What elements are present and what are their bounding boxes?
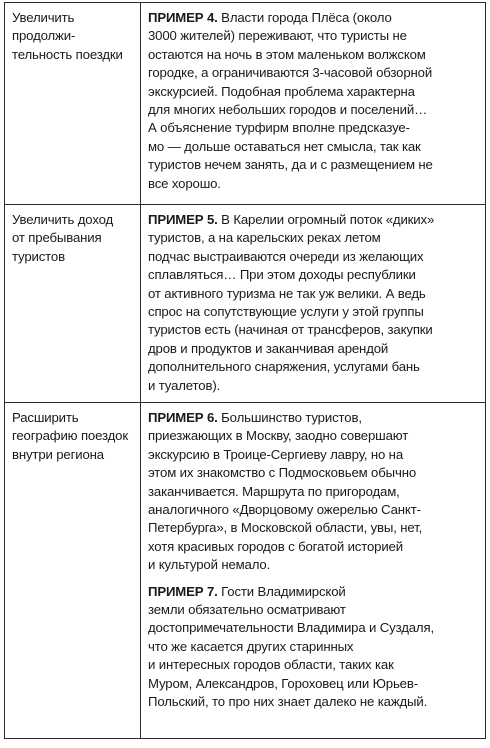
example-text-line: Муром, Александров, Гороховец или Юрьев- bbox=[148, 675, 418, 691]
example-first-line bbox=[148, 9, 479, 27]
goal-text-line: Расширить bbox=[12, 410, 79, 425]
example-text-line: этом их знакомство с Подмосковьем обычно bbox=[148, 465, 417, 481]
example-text-line: А объяснение турфирм вполне предсказуе- bbox=[148, 120, 410, 136]
goal-text-line: географию поездок bbox=[12, 428, 128, 444]
example-text: В Карелии огромный поток «диких» bbox=[217, 212, 435, 227]
goal-text-line: от пребывания bbox=[12, 230, 102, 246]
example-text-line: сплавляться… При этом доходы республики bbox=[148, 267, 416, 283]
goal-cell bbox=[5, 3, 141, 205]
example-cell bbox=[141, 403, 486, 739]
example-first-line bbox=[148, 583, 479, 601]
example-text: Большинство туристов, bbox=[217, 410, 362, 425]
example-label: ПРИМЕР 6. bbox=[148, 410, 218, 425]
example-label: ПРИМЕР 5. bbox=[148, 212, 218, 227]
example-text-line: от активного туризма не так уж велики. А ведь bbox=[148, 285, 426, 301]
example-block bbox=[148, 409, 479, 575]
example-text-line: для многих небольших городов и поселений… bbox=[148, 102, 428, 118]
table-row bbox=[5, 403, 486, 739]
goals-examples-table bbox=[4, 2, 486, 739]
example-text-line: туристов есть (начиная от трансферов, закупки bbox=[148, 322, 433, 338]
example-text-line: туристов, а на карельских реках летом bbox=[148, 230, 381, 246]
example-text-line: заканчивается. Маршрута по пригородам, bbox=[148, 483, 400, 499]
example-text-line: аналогичного «Дворцовому ожерелью Санкт- bbox=[148, 502, 421, 518]
example-text-line: остаются на ночь в этом маленьком волжском bbox=[148, 46, 426, 62]
goal-text-line: туристов bbox=[12, 248, 65, 264]
goal-cell bbox=[5, 403, 141, 739]
example-text: Власти города Плёса (около bbox=[217, 10, 392, 25]
example-block bbox=[148, 9, 479, 193]
example-text-line: приезжающих в Москву, заодно совершают bbox=[148, 428, 409, 444]
example-first-line bbox=[148, 409, 479, 427]
example-block bbox=[148, 583, 479, 712]
example-text-line: достопримечательности Владимира и Суздаля, bbox=[148, 620, 434, 636]
example-text-line: земли обязательно осматривают bbox=[148, 602, 346, 618]
example-text-line: подчас выстраиваются очереди из желающих bbox=[148, 248, 424, 264]
goal-text-line: внутри региона bbox=[12, 446, 104, 462]
example-text-line: городке, а ограничиваются 3-часовой обзорной bbox=[148, 65, 433, 81]
example-text-line: Польский, то про них знает далеко не каждый. bbox=[148, 694, 428, 710]
example-text-line: Петербурга», в Московской области, увы, нет, bbox=[148, 520, 423, 536]
example-text-line: 3000 жителей) переживают, что туристы не bbox=[148, 28, 407, 44]
goal-text-line: Увеличить доход bbox=[12, 212, 114, 227]
example-text-line: дополнительного снаряжения, услугами бань bbox=[148, 359, 420, 375]
example-text-line: что же касается других старинных bbox=[148, 638, 354, 654]
goal-text-line: продолжи- bbox=[12, 28, 76, 44]
table-row bbox=[5, 3, 486, 205]
example-cell bbox=[141, 3, 486, 205]
table-row bbox=[5, 205, 486, 403]
example-text-line: и интересных городов области, таких как bbox=[148, 657, 394, 673]
example-text-line: и туалетов). bbox=[148, 377, 221, 393]
example-text-line: спрос на сопутствующие услуги у этой группы bbox=[148, 304, 424, 320]
example-cell bbox=[141, 205, 486, 403]
example-text-line: все хорошо. bbox=[148, 175, 221, 191]
example-text-line: экскурсию в Троице-Сергиеву лавру, но на bbox=[148, 446, 403, 462]
goal-cell bbox=[5, 205, 141, 403]
example-text-line: туристов нечем занять, да и с размещением не bbox=[148, 157, 433, 173]
example-text-line: дров и продуктов и заканчивая арендой bbox=[148, 340, 389, 356]
example-label: ПРИМЕР 4. bbox=[148, 10, 218, 25]
example-text: Гости Владимирской bbox=[217, 583, 346, 599]
example-label: ПРИМЕР 7. bbox=[148, 583, 218, 599]
example-text-line: мо — дольше оставаться нет смысла, так как bbox=[148, 138, 421, 154]
example-block bbox=[148, 211, 479, 395]
example-text-line: экскурсией. Подобная проблема характерна bbox=[148, 83, 415, 99]
goal-text-line: тельность поездки bbox=[12, 46, 123, 62]
example-text-line: и культурой немало. bbox=[148, 557, 271, 573]
example-first-line bbox=[148, 211, 479, 229]
goal-text-line: Увеличить bbox=[12, 10, 75, 25]
example-text-line: хотя красивых городов с богатой историей bbox=[148, 538, 403, 554]
